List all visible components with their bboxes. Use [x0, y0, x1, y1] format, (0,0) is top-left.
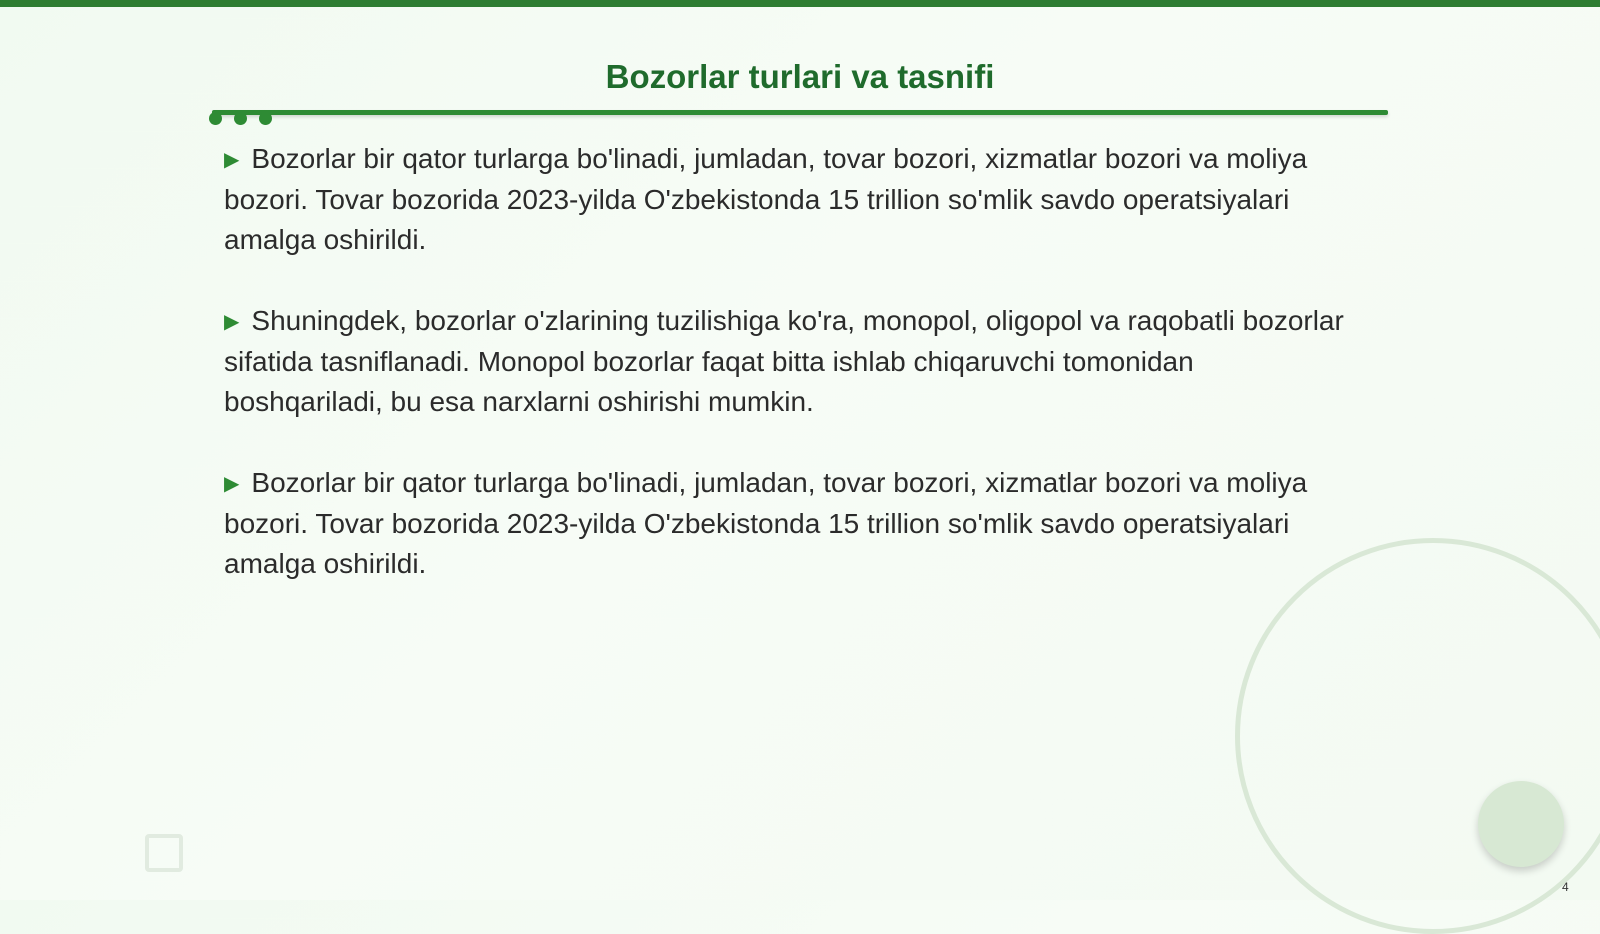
bullet-item: [224, 139, 1354, 260]
slide-title: Bozorlar turlari va tasnifi: [605, 58, 995, 95]
decorative-ring: [1235, 538, 1600, 934]
bullet-text: Shuningdek, bozorlar o'zlarining tuzilishiga ko'ra, monopol, oligopol va raqobatli bozorlar sifatida tasniflanadi. Monopol bozorlar faqat bitta ishlab chiqaruvchi tomonidan boshqariladi, bu esa narxlarni oshirishi mumkin.: [224, 305, 1344, 417]
bullet-text: Bozorlar bir qator turlarga bo'linadi, jumladan, tovar bozori, xizmatlar bozori va moliya bozori. Tovar bozorida 2023-yilda O'zbekistonda 15 trillion so'mlik savdo operatsiyalari amalga oshirildi.: [224, 143, 1308, 255]
underline-dot: [259, 112, 272, 125]
bullet-text: Bozorlar bir qator turlarga bo'linadi, jumladan, tovar bozori, xizmatlar bozori va moliya bozori. Tovar bozorida 2023-yilda O'zbekistonda 15 trillion so'mlik savdo operatsiyalari amalga oshirildi.: [224, 467, 1308, 579]
top-accent-bar: [0, 0, 1600, 7]
page-number: 4: [1562, 880, 1569, 894]
underline-dot: [234, 112, 247, 125]
triangle-right-icon: ▶: [224, 149, 240, 171]
underline-dot: [209, 112, 222, 125]
bullet-list: [224, 139, 1354, 625]
triangle-right-icon: ▶: [224, 311, 240, 333]
decorative-square: [145, 834, 183, 872]
title-underline: [212, 110, 1388, 115]
bullet-item: [224, 463, 1354, 584]
triangle-right-icon: ▶: [224, 473, 240, 495]
bullet-item: [224, 301, 1354, 422]
decorative-circle: [1478, 781, 1564, 867]
